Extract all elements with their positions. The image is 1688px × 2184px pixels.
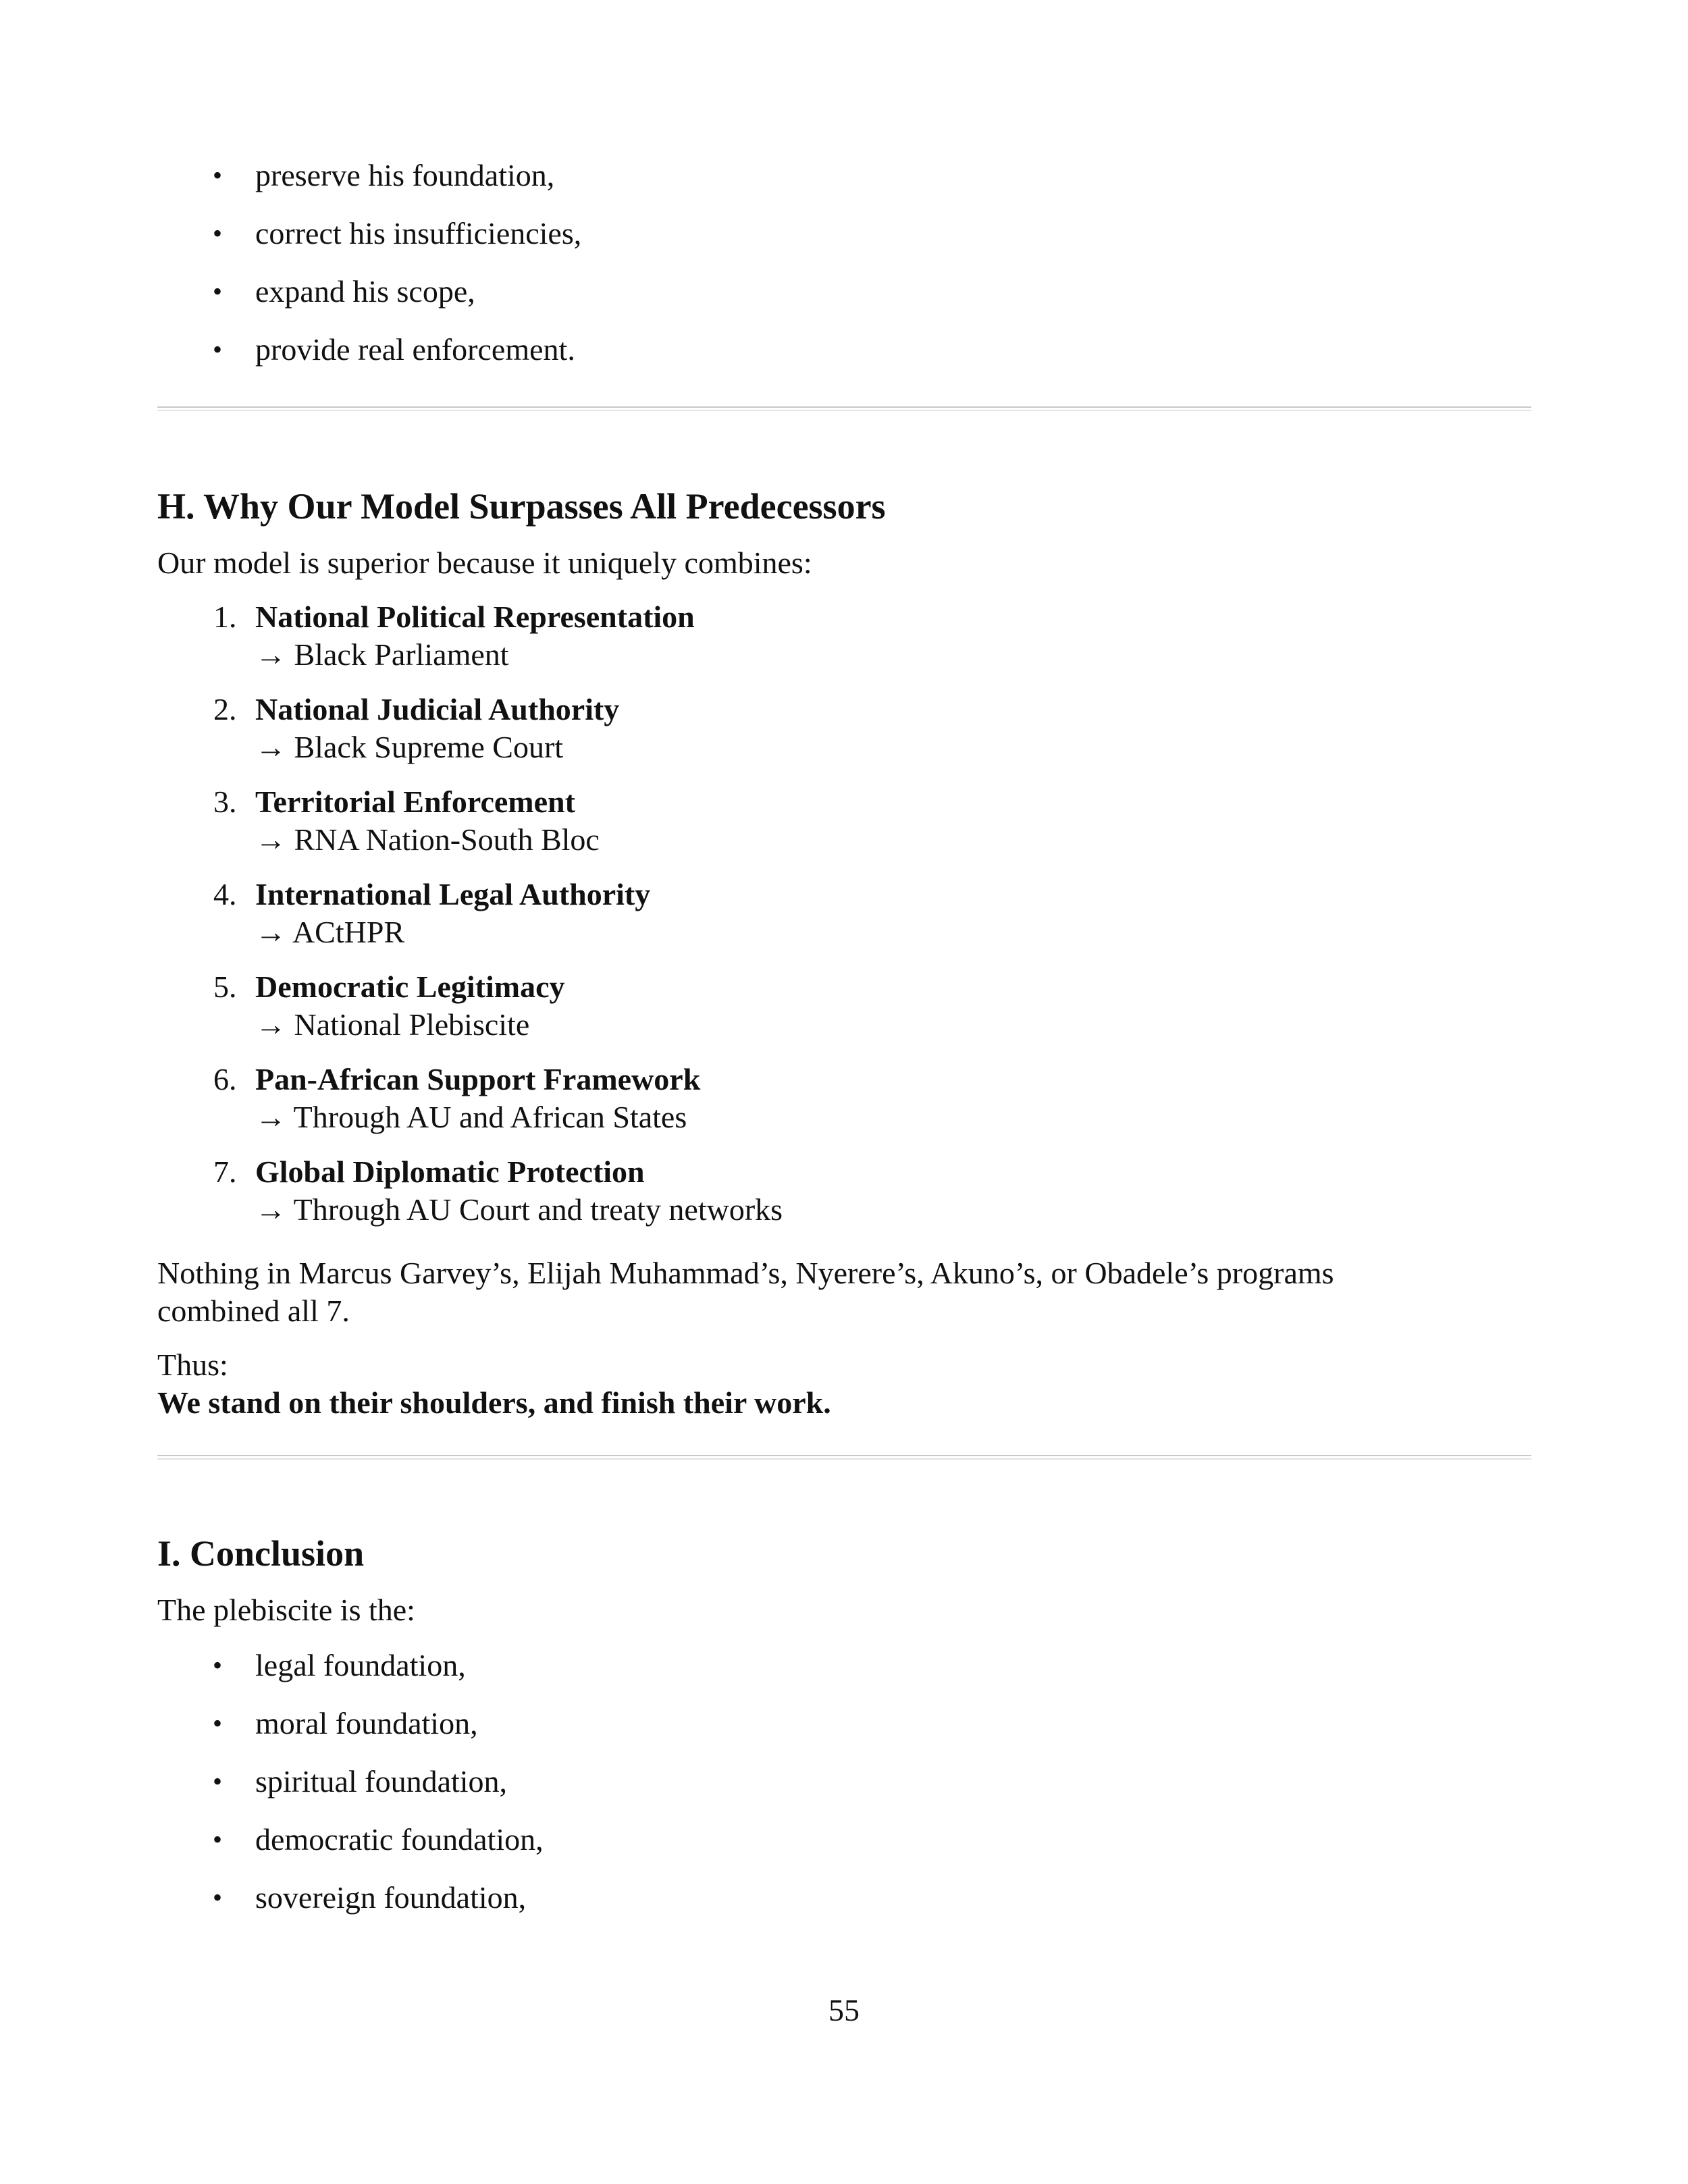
- item-subtitle: → ACtHPR: [255, 915, 405, 949]
- bullet-icon: •: [213, 1824, 223, 1855]
- list-item: [157, 783, 1531, 859]
- list-item: • moral foundation,: [213, 1706, 478, 1740]
- section-intro: Our model is superior because it uniquely combines:: [157, 545, 812, 580]
- thus-label: Thus:: [157, 1348, 228, 1382]
- item-number: 6.: [213, 1062, 237, 1096]
- item-subtitle: → Through AU Court and treaty networks: [255, 1192, 783, 1227]
- list-item: [157, 691, 1531, 766]
- section-heading: H. Why Our Model Surpasses All Predecessors: [157, 486, 886, 527]
- numbered-list: [157, 598, 1531, 1246]
- top-bullet-list: [157, 157, 1440, 390]
- section-heading: I. Conclusion: [157, 1533, 365, 1574]
- item-title: Democratic Legitimacy: [255, 969, 565, 1004]
- item-number: 2.: [213, 692, 237, 726]
- item-title: Territorial Enforcement: [255, 784, 575, 819]
- list-item: • spiritual foundation,: [213, 1764, 508, 1799]
- list-item: [157, 1061, 1531, 1136]
- closing-statement: We stand on their shoulders, and finish their work.: [157, 1385, 831, 1420]
- item-number: 3.: [213, 784, 237, 819]
- bullet-icon: •: [213, 160, 223, 190]
- bullet-icon: •: [213, 1708, 223, 1738]
- item-number: 1.: [213, 600, 237, 634]
- item-number: 4.: [213, 877, 237, 911]
- item-title: International Legal Authority: [255, 877, 651, 911]
- item-title: Pan-African Support Framework: [255, 1062, 701, 1096]
- page-number: 55: [828, 1993, 860, 2027]
- list-item: • provide real enforcement.: [213, 332, 575, 367]
- item-subtitle: → Black Parliament: [255, 637, 509, 672]
- bullet-icon: •: [213, 218, 223, 248]
- item-subtitle: → Through AU and African States: [255, 1100, 687, 1134]
- horizontal-rule: [157, 406, 1531, 411]
- list-item: • sovereign foundation,: [213, 1880, 527, 1915]
- bullet-icon: •: [213, 1766, 223, 1796]
- bullet-icon: •: [213, 334, 223, 365]
- item-title: National Judicial Authority: [255, 692, 620, 726]
- list-item: • legal foundation,: [213, 1648, 466, 1682]
- list-item: [157, 598, 1531, 674]
- list-item: • correct his insufficiencies,: [213, 216, 582, 250]
- section-intro: The plebiscite is the:: [157, 1593, 415, 1627]
- item-title: Global Diplomatic Protection: [255, 1154, 645, 1189]
- list-item: [157, 1153, 1531, 1229]
- summary-line-1: Nothing in Marcus Garvey’s, Elijah Muhammad’s, Nyerere’s, Akuno’s, or Obadele’s programs: [157, 1256, 1334, 1290]
- item-title: National Political Representation: [255, 600, 695, 634]
- conclusion-bullet-list: [157, 1647, 1440, 1938]
- list-item: [157, 876, 1531, 951]
- list-item: • expand his scope,: [213, 274, 475, 309]
- item-subtitle: → National Plebiscite: [255, 1007, 530, 1042]
- summary-paragraph: [157, 1254, 1531, 1330]
- list-item: [157, 968, 1531, 1044]
- closing-paragraph: [157, 1346, 1531, 1422]
- summary-line-2: combined all 7.: [157, 1294, 350, 1328]
- item-subtitle: → RNA Nation-South Bloc: [255, 822, 600, 857]
- item-number: 7.: [213, 1154, 237, 1189]
- list-item: • preserve his foundation,: [213, 158, 555, 192]
- list-item: • democratic foundation,: [213, 1822, 544, 1857]
- bullet-icon: •: [213, 1650, 223, 1680]
- bullet-icon: •: [213, 276, 223, 307]
- horizontal-rule: [157, 1455, 1531, 1460]
- item-number: 5.: [213, 969, 237, 1004]
- item-subtitle: → Black Supreme Court: [255, 730, 564, 764]
- bullet-icon: •: [213, 1882, 223, 1913]
